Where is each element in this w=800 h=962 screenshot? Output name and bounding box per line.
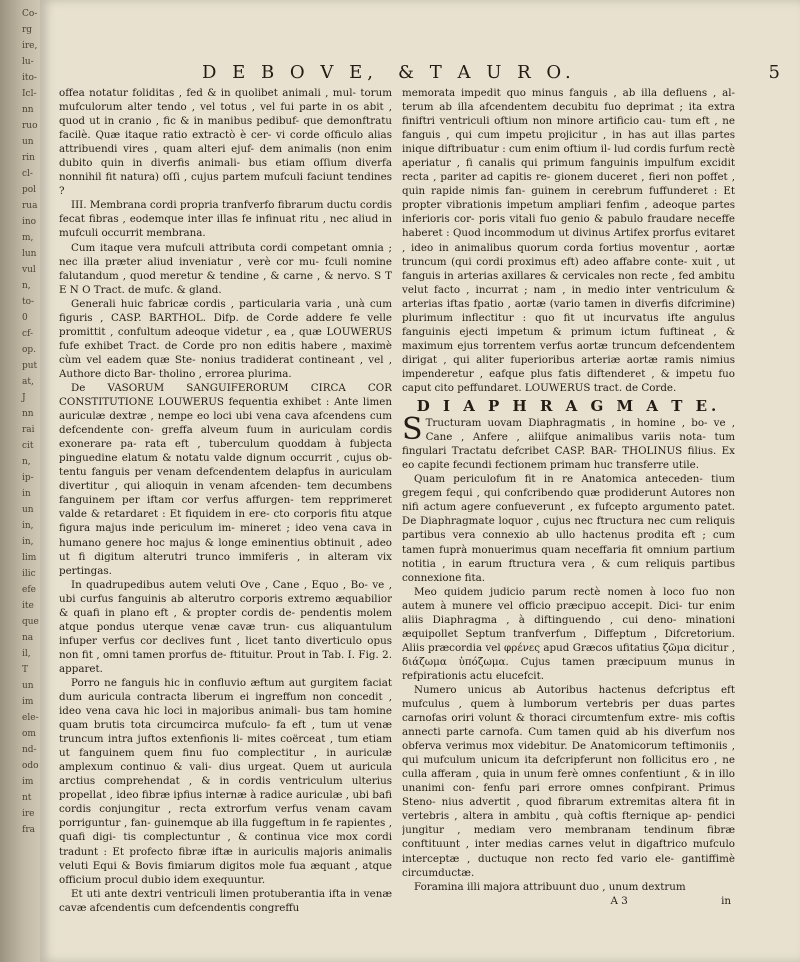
paragraph: Et uti ante dextri ventriculi limen protuberantia ifta in venæ cavæ afcendentis cum defcendentis congreffu [59,887,392,914]
paragraph: Cum itaque vera mufculi attributa cordi competant omnia ; nec illa præter aliud inveniatur , verè cor mu- fculi nomine falutandum , quod meretur & tendine , & carne , & nervo. S T E N O Tract. de mufc. & gland. [59,241,392,296]
running-header [48,62,786,88]
paragraph: Generali huic fabricæ cordis , particularia varia , unà cum figuris , CASP. BARTHOL. Difp. de Corde addere fe velle promittit , confultum adeoque videtur , ea , quæ LOUWERUS fufe exhibet Tract. de Corde pro non editis habere , maximè cùm vel eadem quæ Ste- nonius tradiderat contineant , vel , Authore dicto Bar- tholino , errorea plurima. [59,297,392,380]
adjacent-page-fragments: Co- rg ire, lu- ito- Icl- nn ruo un rin cl- pol rua ino m, lun vul n, to- 0 cf- op. put at, J nn rai cit n, ip- in un in, in, lim ilic efe ite que na il, T un im ele- om nd- odo im nt ire fra [22,9,39,835]
left-text-column [59,86,392,946]
paragraph: In quadrupedibus autem veluti Ove , Cane , Equo , Bo- ve , ubi curfus fanguinis ab alterutro corporis extremo æquabilior & quafi in plano eft , & propter cordis de- pendentis molem atque pondus uterque venæ cavæ trun- cus aliquantulum infuper verfus cor declives funt , licet tanto diverticulo opus non fit , omni tamen prorfus de- ftituitur. Prout in Tab. I. Fig. 2. apparet. [59,578,392,675]
right-text-column [402,86,735,946]
running-head-left: D E B O V E, [201,62,378,83]
paragraph: Meo quidem judicio parum rectè nomen à loco fuo non autem à munere vel officio præcipuo accepit. Dici- tur enim aliis Diaphragma , à diftinguendo , cui deno- minationi æquipollet Septum tranfverfum , Diffeptum , Difcretorium. Aliis præcordia vel φρένες apud Græcos ufitatius ζῶμα dicitur , διάζωμα ὑπόζωμα. Cujus tamen præcipuum munus in refpirationis actu elucefcit. [402,585,735,682]
paragraph: Quam periculofum fit in re Anatomica anteceden- tium gregem fequi , qui confcribendo quæ prodiderunt Autores non nifi actum agere confueverunt , ex fufcepto argumento patet. De Diaphragmate loquor , cujus nec ftructura nec cum reliquis partibus vera connexio ab ullo hactenus prodita eft ; cum tamen fuprà monuerimus quam neceffaria fit omnium partium notitia , in earum ftructura vera , & cum reliquis partibus connexione fita. [402,473,735,584]
paragraph-text: Tructuram uovam Diaphragmatis , in homine , bo- ve , Cane , Anfere , aliifque animalibus variis nota- tum fingulari Tractatu defcribet CASP. BAR- THOLINUS filius. Ex eo capite fecundi fectionem primam huc transferre utile. [402,417,735,472]
paragraph: III. Membrana cordi propria tranfverfo fibrarum ductu cordis fecat fibras , eodemque inter illas fe infinuat ritu , nec aliud in mufculi occurrit membrana. [59,199,392,240]
catchword: in [721,894,731,907]
paragraph: Porro ne fanguis hic in confluvio æftum aut gurgitem faciat dum auricula contracta liberum ei ingreffum non concedit , ideo vena cava hic loci in majoribus animali- bus tam homine quam brutis tota circumcirca mufculo- fa eft , tum ut venæ truncum intra juftos extenfionis li- mites coërceat , tum etiam ut fanguinem quem finu fuo complectitur , in auriculæ amplexum continuo & vali- dius urgeat. Quem ut auricula arctius comprehendat , & in cordis ventriculum ulterius propellat , ideo fibræ ipfius internæ à radice auriculæ , ubi bafi cordis conjungitur , recta extrorfum verfus venam cavam porriguntur , fan- guinemque ab illa fuggeftum in fe rapientes , quafi digi- tis complectuntur , & continua vice mox cordi tradunt : Et profecto fibræ iftæ in auriculis majoris animalis veluti Equi & Bovis fimiarum digitos mole fua æquant , atque officium procul dubio idem exequuntur. [59,676,392,886]
paragraph: De VASORUM SANGUIFERORUM CIRCA COR CONSTITUTIONE LOUWERUS fequentia exhibet : Ante limen auriculæ dextræ , nempe eo loci ubi vena cava afcendens cum defcendente con- greffa alveum fuum in auriculam cordis exonerare pa- rata eft , tuberculum quoddam à fubjecta pinguedine elatum & notatu valde dignum occurrit , cujus ob- tentu fanguis per venam defcendentem delapfus in auriculam divertitur , qui alioquin in venam afcenden- tem decumbens fanguinem per iftam cor verfus affurgen- tem repprimeret valde & retardaret : Et fiquidem in ere- cto corporis fitu atque figura majus inde periculum im- mineret ; ideo vena cava in humano genere hoc majus & longe eminentius obtinuit , adeo ut fi digitum alterutri trunco immiferis , in alteram vix pertingas. [59,381,392,577]
section-heading: D I A P H R A G M A T E. [416,397,721,416]
signature-mark: A 3 [610,894,628,907]
paragraph: Foramina illi majora attribuunt duo , unum dextrum [414,880,686,893]
binding-gutter [0,0,40,962]
page-footer [402,894,735,908]
paragraph: offea notatur foliditas , fed & in quolibet animali , mul- torum mufculorum alter tendo , vel totus , vel fui parte in os abit , quod ut in cranio , fic & in manibus pedibuf- que demonftratu facilè. Quæ itaque ratio extractò è cer- vi corde oſficulo alias attribuendi vires , quam alteri ejuf- dem animalis (non enim dubito quin in diverfis animali- bus etiam oſſium diverfa nonnihil fit natura) oſſi , cujus partem mufculi faciunt tendines ? [59,87,392,198]
running-head-right: & T A U R O. [398,62,576,83]
drop-cap-letter: S [402,412,423,448]
paragraph [402,412,735,472]
paragraph: memorata impedit quo minus fanguis , ab illa defluens , al- terum ab illa afcendentem decubitu fuo deprimat ; ita extra finiftri ventriculi oftium non minore artificio cau- tum eft , ne fanguis , qui cum impetu projicitur , in has aut illas partes inique diftribuatur : cum enim oftium il- lud cordis furfum rectè aperiatur , fi canalis qui primum fanguinis impulfum excidit recta , pariter ad capitis re- gionem duceret , fieri non poffet , quin rapide nimis fan- guinem in cerebrum fuffunderet : Et propter vibrationis impetum ampliari fenfim , adeoque partes inferioris cor- poris vitali fuo genio & pabulo fraudare neceffe haberet : Quod incommodum ut divinus Artifex prorfus evitaret , ideo in animalibus quorum corda fortius moventur , aortæ truncum (qui cordi proximus eft) adeo affabre conte- xuit , ut fanguis in arterias axillares & cervicales non recte , fed ambitu velut facto , incurrat ; nam , in medio inter ventriculum & arterias iftas fpatio , aortæ (vario tamen in diverfis difcrimine) plurimum inflectitur : quo fit ut incurvatus ifte angulus fanguinis ejecti impetum & primum ictum fuftineat , & maximum ejus torrentem verfus aortæ truncum defcendentem dirigat , qui aliter fuperioribus arteriæ aortæ ramis nimius impenderetur , eafque plus fatis diftenderet , & impetu fuo caput cito peffundaret. LOUWERUS tract. de Corde. [402,87,735,394]
page-number: 5 [768,62,780,83]
paragraph: Numero unicus ab Autoribus hactenus defcriptus eft mufculus , quem à lumborum vertebris per duas partes carnofas oriri volunt & thoraci circumtenfum extre- mis coftis annecti parte carnofa. Cum tamen quid ab his diverfum nos obferva verimus mox videbitur. De Anatomicorum teftimoniis , qui mufculum unicum ita defcripferunt non follicitus ero , ne culla afferam , quia in unum ferè omnes confentiunt , & in illo unanimi con- fenfu pari errore omnes confpirant. Primus Steno- nius advertit , quod fibrarum extremitas altera fit in vertebris , altera in ambitu , quà coftis fternique ap- pendici jungitur , mediam vero membranam tendinum fibræ conftituunt , inter medias carnes velut in digaftrico mufculo interceptæ , ductuque non recto fed vario ele- gantiffimè circumductæ. [402,683,735,879]
